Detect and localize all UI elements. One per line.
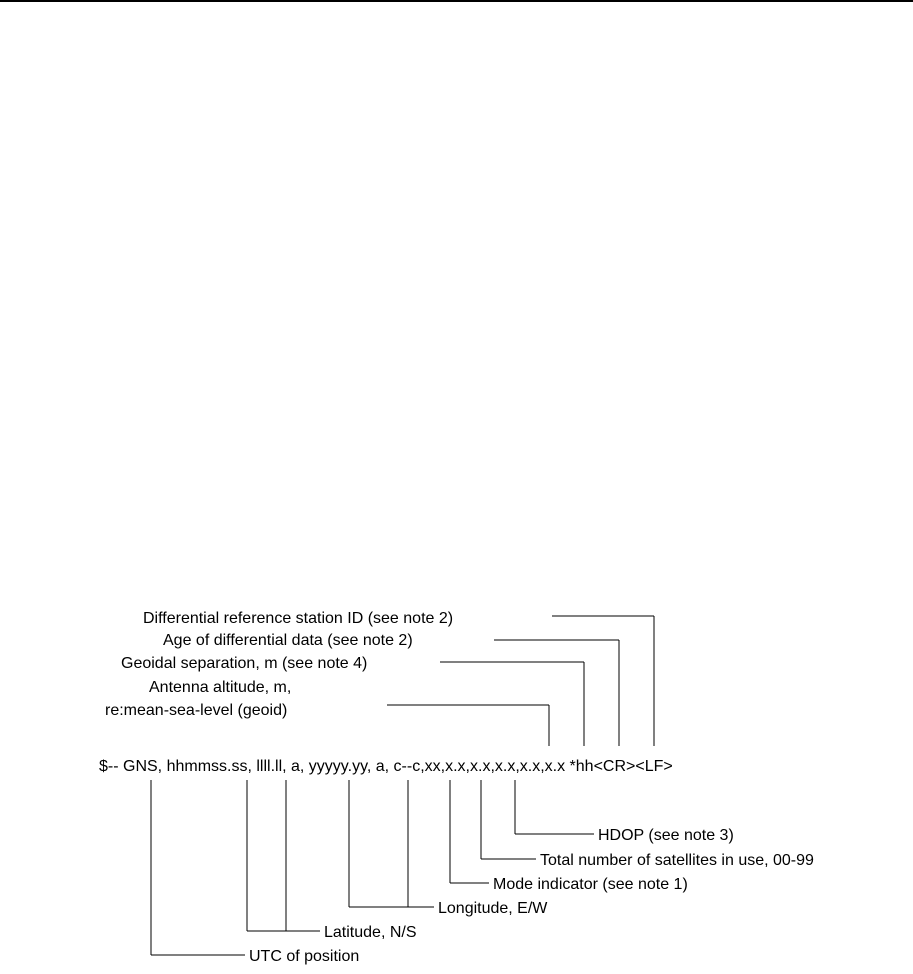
label-mode: Mode indicator (see note 1): [493, 876, 688, 893]
label-geoidal: Geoidal separation, m (see note 4): [121, 655, 368, 672]
label-latitude: Latitude, N/S: [324, 924, 417, 941]
label-station-id: Differential reference station ID (see note 2): [143, 610, 454, 627]
nmea-sentence: $-- GNS, hhmmss.ss, llll.ll, a, yyyyy.yy, a, c--c,xx,x.x,x.x,x.x,x.x,x.x *hh<CR><LF>: [99, 758, 673, 775]
label-altitude-line2: re:mean-sea-level (geoid): [105, 702, 288, 719]
label-longitude: Longitude, E/W: [438, 900, 548, 917]
label-hdop: HDOP (see note 3): [598, 827, 734, 844]
label-altitude-line1: Antenna altitude, m,: [149, 679, 292, 696]
label-age: Age of differential data (see note 2): [163, 632, 413, 649]
label-satellites: Total number of satellites in use, 00-99: [540, 852, 814, 869]
label-utc: UTC of position: [249, 948, 360, 965]
